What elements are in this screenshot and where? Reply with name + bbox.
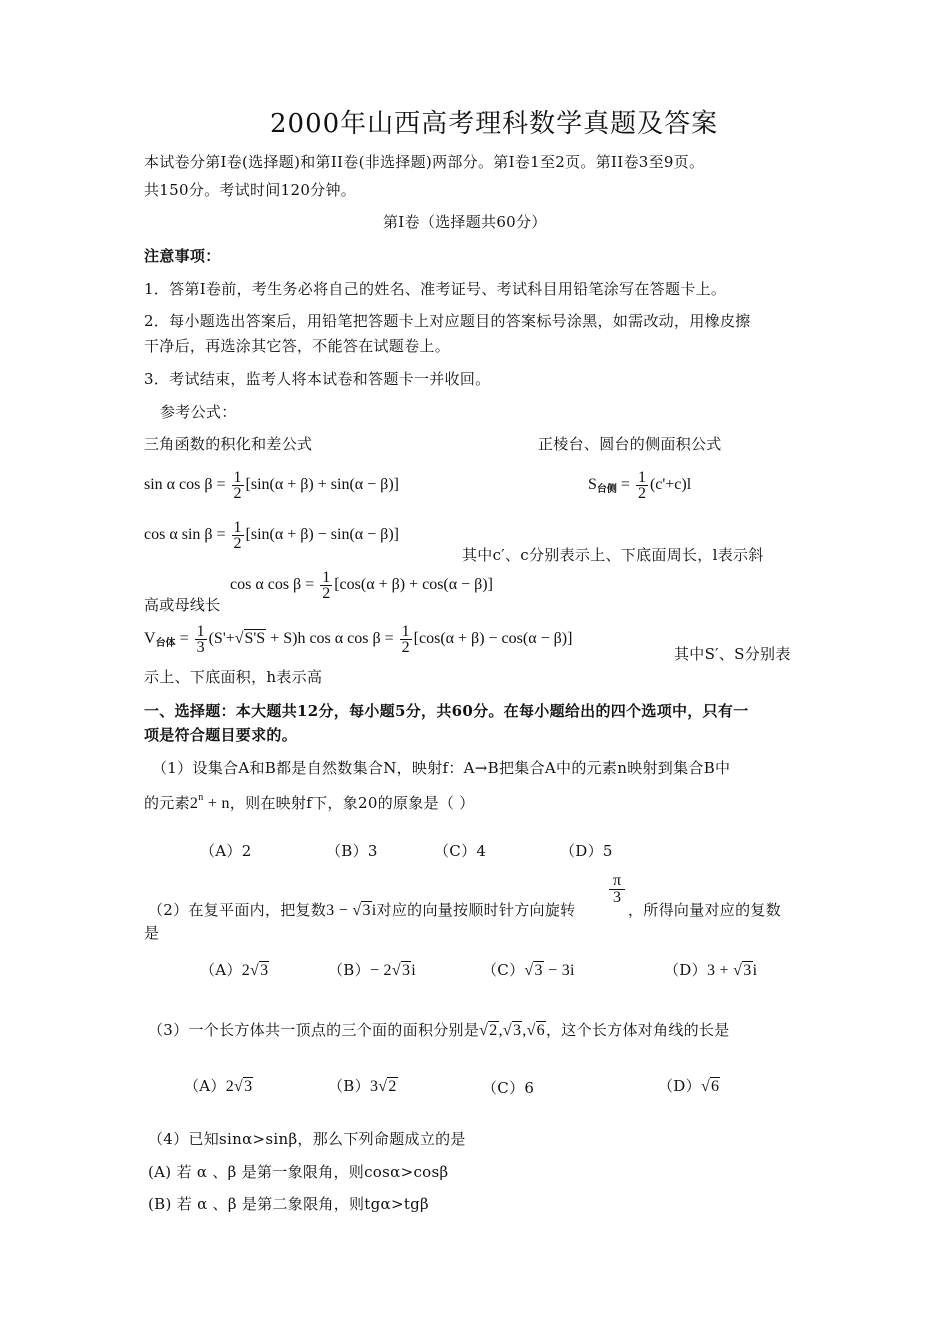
q2-option-c: （C）√3 − 3i [482,961,575,979]
formula-cos-cos: cos α cos β = $\frac{1}{2}$ [cos(α + β) + cos(α − β)] [230,569,493,602]
formula-volume-and-sin-sin: $V_{台体}$ = $\frac{1}{3}$ (S'+√S'S + S)h cos α cos β = $\frac{1}{2}$ [cos(α + β) − cos(α − β)] [144,623,573,656]
q1-stem-line-1: （1）设集合A和B都是自然数集合N，映射f：A→B把集合A中的元素n映射到集合B中 [152,759,731,777]
q4-option-b: (B) 若 α 、β 是第二象限角，则tgα>tgβ [148,1195,430,1213]
q2-stem-line-1: （2）在复平面内，把复数3 − √3i对应的向量按顺时针方向旋转 [148,901,576,919]
q3-option-a: （A）2√3 [184,1077,253,1095]
q4-option-a: (A) 若 α 、β 是第一象限角，则cosα>cosβ [148,1163,449,1181]
q3-option-c: （C）6 [482,1079,535,1097]
page-title: 2000年山西高考理科数学真题及答案 [270,109,719,139]
part1-heading: 第I卷（选择题共60分） [383,213,547,231]
q3-option-d: （D）√6 [658,1077,720,1095]
volume-note-line-2: 示上、下底面积，h表示高 [144,668,323,686]
intro-line-2: 共150分。考试时间120分钟。 [144,181,357,199]
q2-option-a: （A）2√3 [200,961,269,979]
q2-angle-fraction: π 3 [609,873,625,906]
product-to-sum-heading: 三角函数的积化和差公式 [144,435,313,453]
formula-sin-cos: sin α cos β = $\frac{1}{2}$ [sin(α + β) + sin(α − β)] [144,469,399,502]
q2-option-d: （D）3 + √3i [664,961,758,979]
q4-stem: （4）已知sinα>sinβ，那么下列命题成立的是 [148,1130,466,1148]
section-1-heading-line-1: 一、选择题：本大题共12分，每小题5分，共60分。在每小题给出的四个选项中，只有一 [144,702,749,720]
q1-option-c: （C）4 [434,842,487,860]
q2-stem-line-1-end: ，所得向量对应的复数 [628,901,782,919]
reference-formulas-label: 参考公式： [160,403,237,421]
notice-item-1: 1．答第I卷前，考生务必将自己的姓名、准考证号、考试科目用铅笔涂写在答题卡上。 [144,280,727,298]
formula-cos-sin: cos α sin β = $\frac{1}{2}$ [sin(α + β) − sin(α − β)] [144,519,399,552]
notice-item-3: 3．考试结束，监考人将本试卷和答题卡一并收回。 [144,370,491,388]
q3-option-b: （B）3√2 [328,1077,397,1095]
notice-item-2-line-1: 2．每小题选出答案后，用铅笔把答题卡上对应题目的答案标号涂黑，如需改动，用橡皮擦 [144,312,751,330]
lateral-area-heading: 正棱台、圆台的侧面积公式 [538,435,722,453]
lateral-note-line-1: 其中c′、c分别表示上、下底面周长，l表示斜 [462,546,764,564]
intro-line-1: 本试卷分第I卷(选择题)和第II卷(非选择题)两部分。第I卷1至2页。第II卷3至9页。 [144,153,705,171]
q3-stem: （3）一个长方体共一顶点的三个面的面积分别是√2,√3,√6，这个长方体对角线的长是 [148,1021,730,1039]
q2-option-b: （B）− 2√3i [328,961,417,979]
q1-option-a: （A）2 [200,842,252,860]
lateral-note-line-2: 高或母线长 [144,596,221,614]
notice-heading: 注意事项： [144,247,221,265]
section-1-heading-line-2: 项是符合题目要求的。 [144,726,298,744]
q1-option-d: （D）5 [560,842,613,860]
notice-item-2-line-2: 干净后，再选涂其它答，不能答在试题卷上。 [144,337,451,355]
q1-option-b: （B）3 [326,842,378,860]
volume-note-line-1: 其中S′、S分别表 [674,645,791,663]
q2-stem-line-2: 是 [144,924,160,942]
formula-lateral-area: $S_{台侧}$ = $\frac{1}{2}$ (c'+c)l [588,469,692,502]
q1-stem-line-2: 的元素$2^n + n$，则在映射f下，象20的原象是（ ） [144,792,475,812]
